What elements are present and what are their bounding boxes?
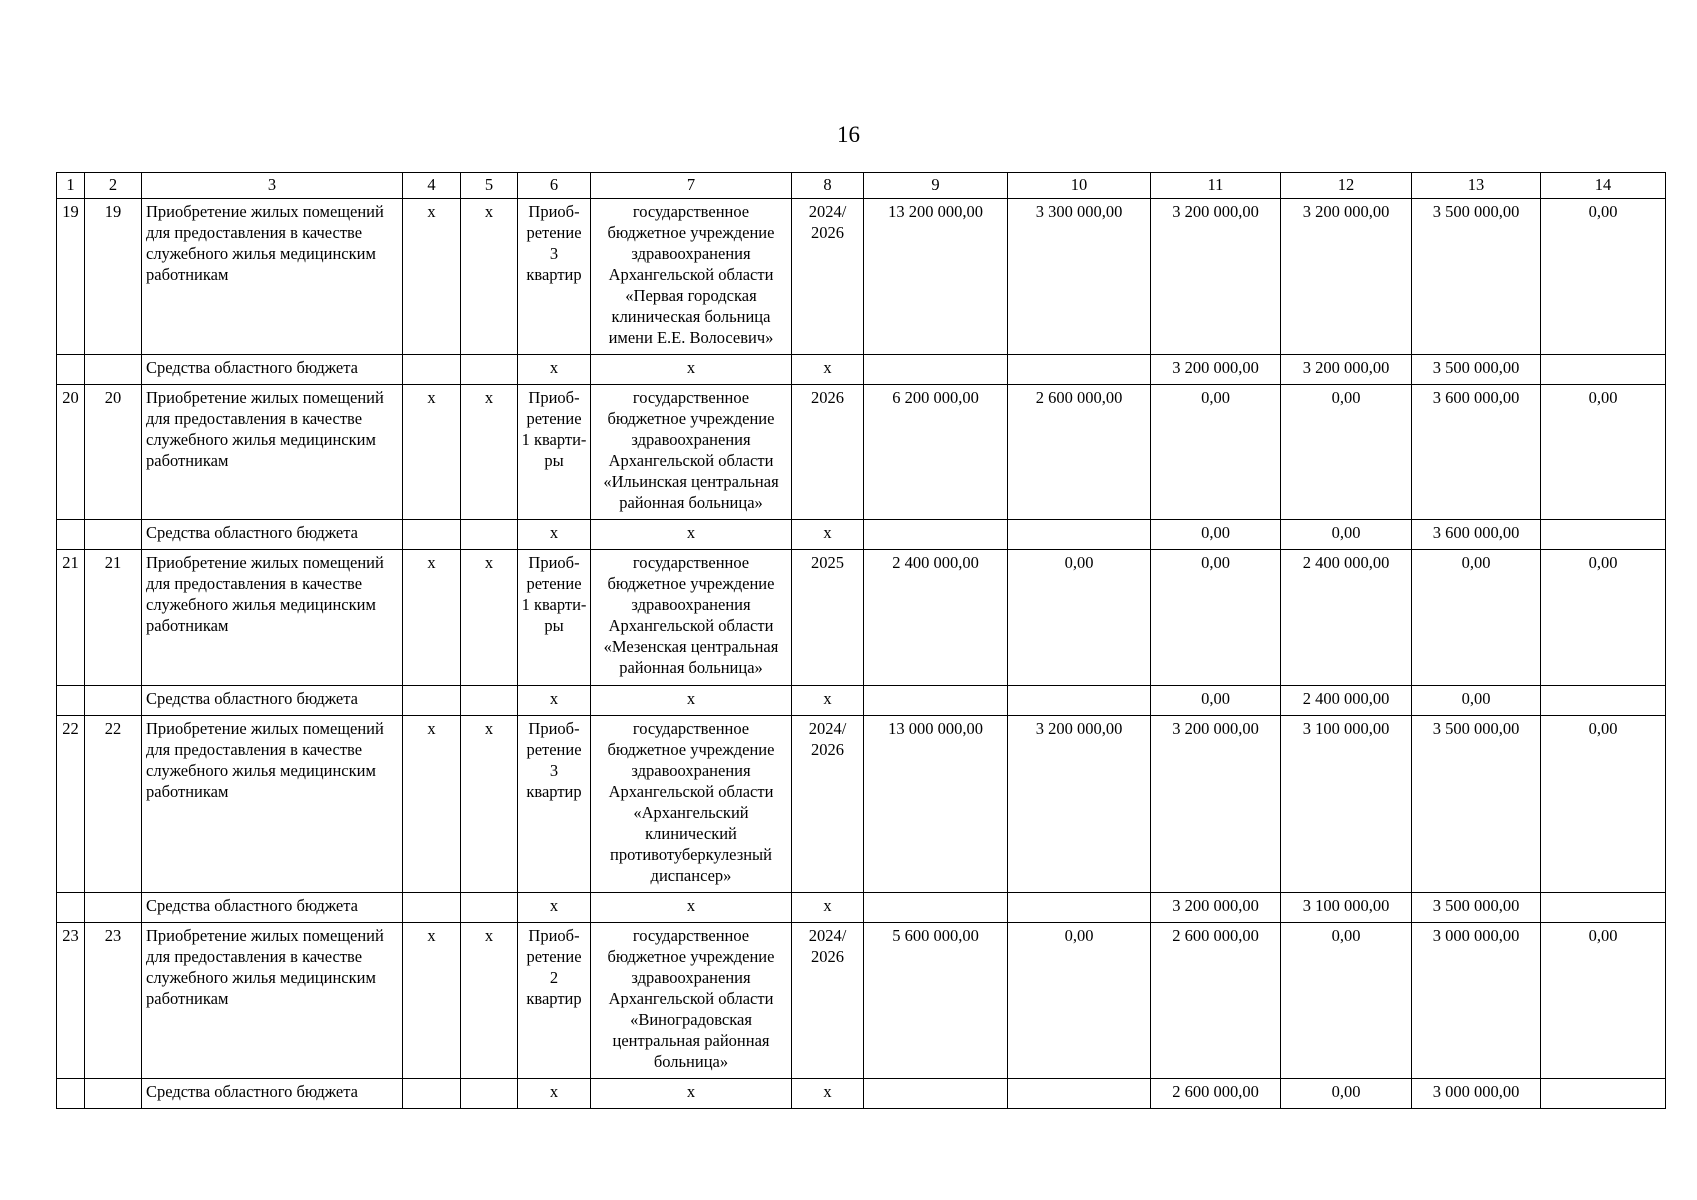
empty-cell — [1008, 685, 1151, 715]
cell-col6: Приоб-ретение 1 кварти-ры — [518, 384, 591, 519]
table-row — [57, 550, 1666, 685]
empty-cell — [1541, 685, 1666, 715]
empty-cell — [57, 520, 85, 550]
header-cell: 5 — [461, 173, 518, 199]
page-number: 16 — [837, 122, 860, 147]
cell-col10: 0,00 — [1008, 550, 1151, 685]
cell-col13: 3 000 000,00 — [1412, 1078, 1541, 1108]
table-subrow — [57, 1078, 1666, 1108]
empty-cell — [864, 520, 1008, 550]
row-number: 23 — [57, 923, 85, 1078]
funding-source: Средства областного бюджета — [142, 685, 403, 715]
cell-col13: 3 500 000,00 — [1412, 199, 1541, 354]
cell-col7: государственное бюджетное учреждение здравоохранения Архангельской области «Архангельский клинический противотуберкулезный диспансер» — [591, 715, 792, 893]
cell-col13: 0,00 — [1412, 685, 1541, 715]
cell-col8: х — [792, 685, 864, 715]
empty-cell — [1541, 520, 1666, 550]
table-subrow — [57, 520, 1666, 550]
empty-cell — [57, 354, 85, 384]
cell-col13: 3 600 000,00 — [1412, 520, 1541, 550]
funding-source: Средства областного бюджета — [142, 1078, 403, 1108]
header-cell: 4 — [403, 173, 461, 199]
cell-col6: х — [518, 685, 591, 715]
cell-col8: х — [792, 893, 864, 923]
cell-col12: 0,00 — [1281, 520, 1412, 550]
item-name: Приобретение жилых помещений для предоставления в качестве служебного жилья медицинским работникам — [142, 715, 403, 893]
cell-col12: 3 100 000,00 — [1281, 893, 1412, 923]
header-cell: 8 — [792, 173, 864, 199]
cell-col10: 3 200 000,00 — [1008, 715, 1151, 893]
cell-col12: 3 200 000,00 — [1281, 199, 1412, 354]
cell-col6: Приоб-ретение 3 квартир — [518, 199, 591, 354]
item-name: Приобретение жилых помещений для предоставления в качестве служебного жилья медицинским работникам — [142, 199, 403, 354]
cell-col11: 3 200 000,00 — [1151, 354, 1281, 384]
cell-col14: 0,00 — [1541, 550, 1666, 685]
empty-cell — [85, 354, 142, 384]
table-row — [57, 715, 1666, 893]
funding-source: Средства областного бюджета — [142, 893, 403, 923]
empty-cell — [1008, 1078, 1151, 1108]
item-name: Приобретение жилых помещений для предоставления в качестве служебного жилья медицинским работникам — [142, 923, 403, 1078]
table-row — [57, 384, 1666, 519]
cell-col6: х — [518, 1078, 591, 1108]
table-row — [57, 923, 1666, 1078]
cell-col4: х — [403, 715, 461, 893]
cell-col12: 2 400 000,00 — [1281, 685, 1412, 715]
cell-col9: 13 000 000,00 — [864, 715, 1008, 893]
cell-col4: х — [403, 550, 461, 685]
header-cell: 10 — [1008, 173, 1151, 199]
item-name: Приобретение жилых помещений для предоставления в качестве служебного жилья медицинским работникам — [142, 550, 403, 685]
header-cell: 7 — [591, 173, 792, 199]
row-number: 20 — [57, 384, 85, 519]
cell-col14: 0,00 — [1541, 715, 1666, 893]
header-cell: 6 — [518, 173, 591, 199]
empty-cell — [864, 1078, 1008, 1108]
cell-col6: х — [518, 893, 591, 923]
empty-cell — [1541, 1078, 1666, 1108]
cell-col6: Приоб-ретение 2 квартир — [518, 923, 591, 1078]
item-number: 23 — [85, 923, 142, 1078]
cell-col9: 5 600 000,00 — [864, 923, 1008, 1078]
item-name: Приобретение жилых помещений для предоставления в качестве служебного жилья медицинским работникам — [142, 384, 403, 519]
empty-cell — [461, 893, 518, 923]
empty-cell — [1008, 520, 1151, 550]
cell-col5: х — [461, 550, 518, 685]
header-cell: 2 — [85, 173, 142, 199]
cell-col5: х — [461, 384, 518, 519]
empty-cell — [403, 893, 461, 923]
empty-cell — [461, 1078, 518, 1108]
empty-cell — [85, 893, 142, 923]
cell-col11: 2 600 000,00 — [1151, 1078, 1281, 1108]
cell-col12: 3 100 000,00 — [1281, 715, 1412, 893]
cell-col5: х — [461, 715, 518, 893]
cell-col8: 2025 — [792, 550, 864, 685]
cell-col11: 3 200 000,00 — [1151, 715, 1281, 893]
cell-col6: х — [518, 354, 591, 384]
cell-col12: 0,00 — [1281, 384, 1412, 519]
empty-cell — [85, 685, 142, 715]
cell-col7: х — [591, 520, 792, 550]
cell-col8: 2024/ 2026 — [792, 715, 864, 893]
header-cell: 12 — [1281, 173, 1412, 199]
cell-col12: 3 200 000,00 — [1281, 354, 1412, 384]
cell-col7: государственное бюджетное учреждение здравоохранения Архангельской области «Ильинская центральная районная больница» — [591, 384, 792, 519]
cell-col11: 3 200 000,00 — [1151, 893, 1281, 923]
cell-col8: х — [792, 1078, 864, 1108]
cell-col5: х — [461, 923, 518, 1078]
empty-cell — [864, 685, 1008, 715]
cell-col14: 0,00 — [1541, 384, 1666, 519]
cell-col12: 0,00 — [1281, 1078, 1412, 1108]
empty-cell — [864, 893, 1008, 923]
empty-cell — [85, 1078, 142, 1108]
cell-col8: 2024/ 2026 — [792, 923, 864, 1078]
empty-cell — [1008, 893, 1151, 923]
budget-table — [56, 172, 1666, 1109]
cell-col13: 3 500 000,00 — [1412, 354, 1541, 384]
table-subrow — [57, 685, 1666, 715]
header-cell: 1 — [57, 173, 85, 199]
empty-cell — [85, 520, 142, 550]
cell-col7: х — [591, 354, 792, 384]
header-cell: 9 — [864, 173, 1008, 199]
cell-col12: 2 400 000,00 — [1281, 550, 1412, 685]
cell-col4: х — [403, 384, 461, 519]
cell-col10: 3 300 000,00 — [1008, 199, 1151, 354]
cell-col9: 2 400 000,00 — [864, 550, 1008, 685]
cell-col8: х — [792, 354, 864, 384]
header-cell: 11 — [1151, 173, 1281, 199]
empty-cell — [461, 685, 518, 715]
cell-col4: х — [403, 199, 461, 354]
cell-col10: 0,00 — [1008, 923, 1151, 1078]
table-subrow — [57, 354, 1666, 384]
cell-col6: х — [518, 520, 591, 550]
cell-col7: х — [591, 685, 792, 715]
cell-col11: 0,00 — [1151, 550, 1281, 685]
row-number: 22 — [57, 715, 85, 893]
cell-col9: 6 200 000,00 — [864, 384, 1008, 519]
header-cell: 3 — [142, 173, 403, 199]
item-number: 21 — [85, 550, 142, 685]
empty-cell — [461, 354, 518, 384]
item-number: 22 — [85, 715, 142, 893]
cell-col6: Приоб-ретение 1 кварти-ры — [518, 550, 591, 685]
empty-cell — [403, 354, 461, 384]
item-number: 19 — [85, 199, 142, 354]
header-cell: 14 — [1541, 173, 1666, 199]
funding-source: Средства областного бюджета — [142, 354, 403, 384]
cell-col8: 2024/ 2026 — [792, 199, 864, 354]
empty-cell — [403, 685, 461, 715]
cell-col7: государственное бюджетное учреждение здравоохранения Архангельской области «Мезенская центральная районная больница» — [591, 550, 792, 685]
empty-cell — [57, 1078, 85, 1108]
empty-cell — [1541, 893, 1666, 923]
empty-cell — [57, 685, 85, 715]
cell-col6: Приоб-ретение 3 квартир — [518, 715, 591, 893]
cell-col14: 0,00 — [1541, 199, 1666, 354]
cell-col7: государственное бюджетное учреждение здравоохранения Архангельской области «Первая городская клиническая больница имени Е.Е. Волосевич» — [591, 199, 792, 354]
empty-cell — [461, 520, 518, 550]
row-number: 21 — [57, 550, 85, 685]
row-number: 19 — [57, 199, 85, 354]
cell-col7: х — [591, 893, 792, 923]
cell-col14: 0,00 — [1541, 923, 1666, 1078]
empty-cell — [403, 1078, 461, 1108]
cell-col13: 0,00 — [1412, 550, 1541, 685]
cell-col11: 2 600 000,00 — [1151, 923, 1281, 1078]
header-cell: 13 — [1412, 173, 1541, 199]
cell-col13: 3 600 000,00 — [1412, 384, 1541, 519]
empty-cell — [1541, 354, 1666, 384]
cell-col13: 3 000 000,00 — [1412, 923, 1541, 1078]
header-row — [57, 173, 1666, 199]
cell-col4: х — [403, 923, 461, 1078]
cell-col8: 2026 — [792, 384, 864, 519]
cell-col11: 0,00 — [1151, 520, 1281, 550]
empty-cell — [403, 520, 461, 550]
cell-col7: х — [591, 1078, 792, 1108]
funding-source: Средства областного бюджета — [142, 520, 403, 550]
empty-cell — [57, 893, 85, 923]
cell-col10: 2 600 000,00 — [1008, 384, 1151, 519]
cell-col7: государственное бюджетное учреждение здравоохранения Архангельской области «Виноградовская центральная районная больница» — [591, 923, 792, 1078]
empty-cell — [1008, 354, 1151, 384]
cell-col12: 0,00 — [1281, 923, 1412, 1078]
empty-cell — [864, 354, 1008, 384]
cell-col8: х — [792, 520, 864, 550]
cell-col11: 0,00 — [1151, 685, 1281, 715]
cell-col9: 13 200 000,00 — [864, 199, 1008, 354]
cell-col5: х — [461, 199, 518, 354]
table-row — [57, 199, 1666, 354]
table-subrow — [57, 893, 1666, 923]
cell-col13: 3 500 000,00 — [1412, 893, 1541, 923]
cell-col11: 0,00 — [1151, 384, 1281, 519]
cell-col11: 3 200 000,00 — [1151, 199, 1281, 354]
cell-col13: 3 500 000,00 — [1412, 715, 1541, 893]
item-number: 20 — [85, 384, 142, 519]
